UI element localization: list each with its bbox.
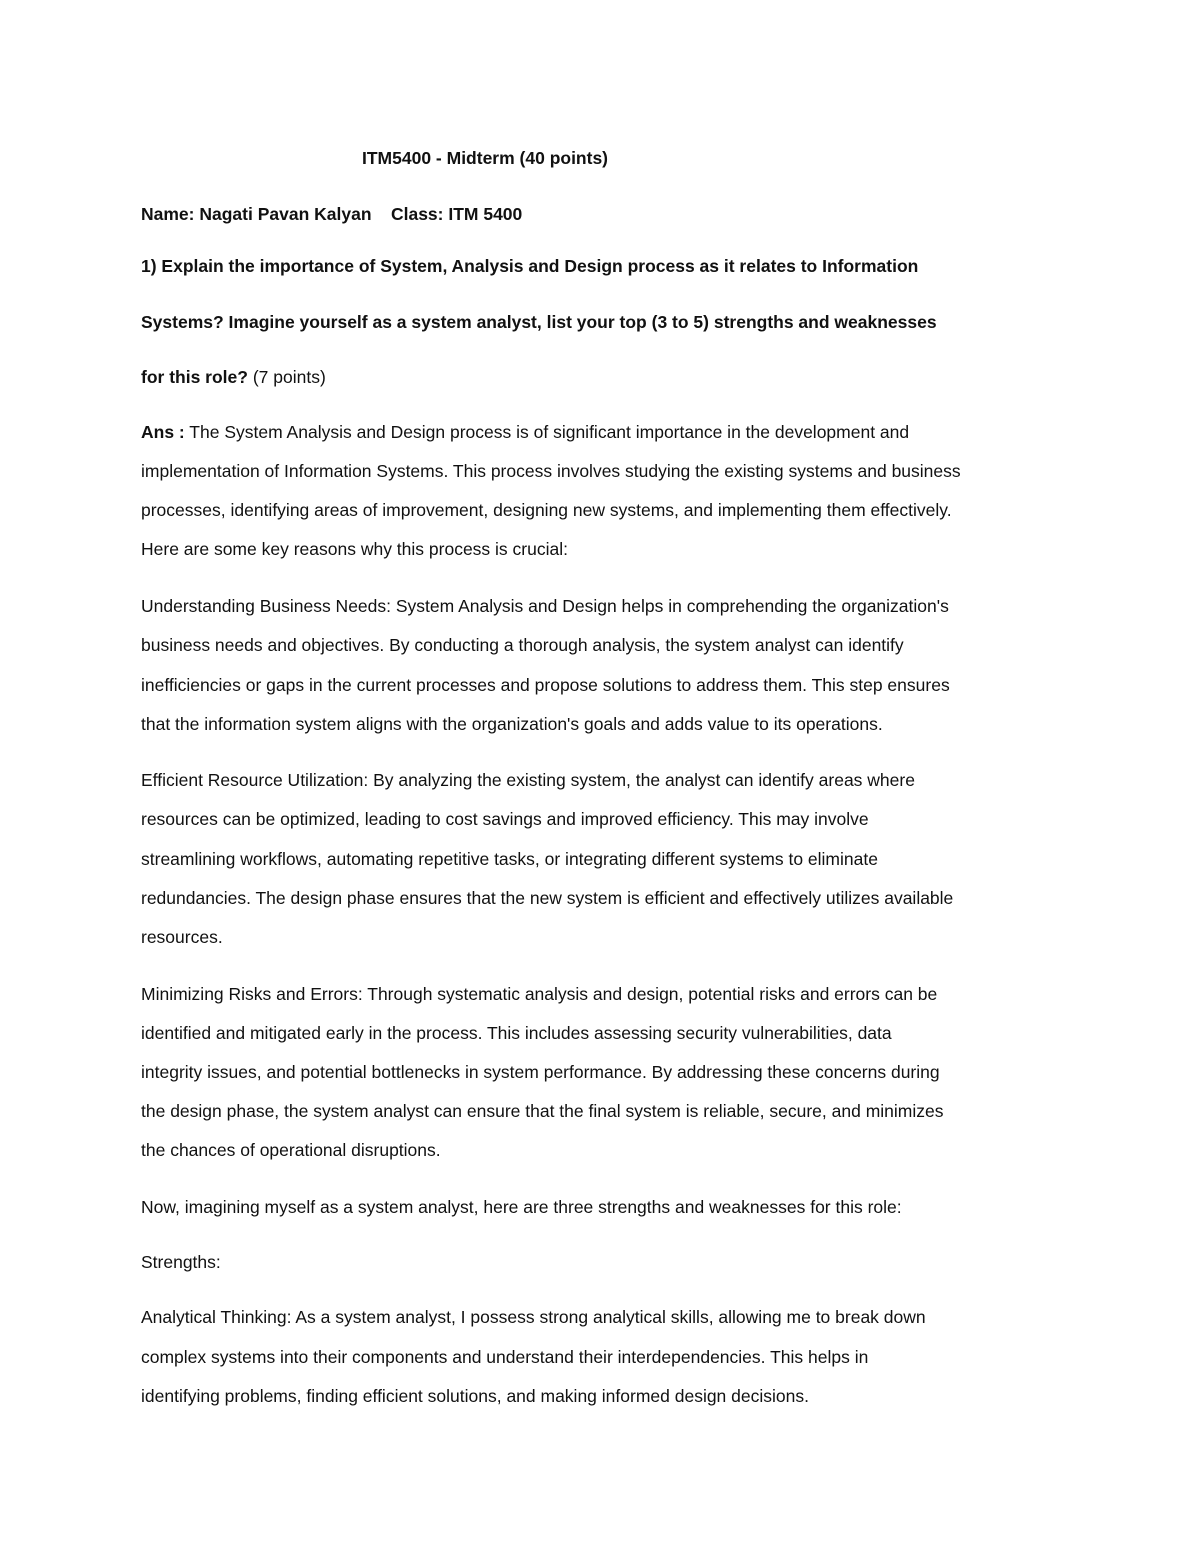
understanding-line-1: Understanding Business Needs: System Analysis and Design helps in comprehending the organization's xyxy=(141,596,949,616)
question-points: (7 points) xyxy=(252,367,326,387)
risks-line-4: the design phase, the system analyst can ensure that the final system is reliable, secure, and minimizes xyxy=(141,1101,944,1121)
question-line-3 xyxy=(141,365,326,389)
analytical-line-1: Analytical Thinking: As a system analyst, I possess strong analytical skills, allowing me to break down xyxy=(141,1307,926,1327)
question-line-1: 1) Explain the importance of System, Analysis and Design process as it relates to Information xyxy=(141,256,919,276)
student-info-line: Name: Nagati Pavan Kalyan Class: ITM 5400 xyxy=(141,204,523,224)
risks-line-5: the chances of operational disruptions. xyxy=(141,1140,441,1160)
risks-line-2: identified and mitigated early in the process. This includes assessing security vulnerabilities, data xyxy=(141,1023,892,1043)
analytical-line-2: complex systems into their components and understand their interdependencies. This helps in xyxy=(141,1347,869,1367)
efficient-line-1: Efficient Resource Utilization: By analyzing the existing system, the analyst can identify areas where xyxy=(141,770,915,790)
efficient-line-3: streamlining workflows, automating repetitive tasks, or integrating different systems to eliminate xyxy=(141,849,878,869)
answer-label: Ans : xyxy=(141,422,185,442)
document-title: ITM5400 - Midterm (40 points) xyxy=(362,148,609,168)
risks-line-1: Minimizing Risks and Errors: Through systematic analysis and design, potential risks and errors can be xyxy=(141,984,938,1004)
answer-intro-line-2: implementation of Information Systems. This process involves studying the existing systems and business xyxy=(141,461,961,481)
understanding-line-2: business needs and objectives. By conducting a thorough analysis, the system analyst can identify xyxy=(141,635,904,655)
answer-intro-line-4: Here are some key reasons why this process is crucial: xyxy=(141,539,568,559)
efficient-line-4: redundancies. The design phase ensures that the new system is efficient and effectively utilizes available xyxy=(141,888,954,908)
efficient-line-5: resources. xyxy=(141,927,223,947)
understanding-line-3: inefficiencies or gaps in the current processes and propose solutions to address them. This step ensures xyxy=(141,675,950,695)
question-line-3-text: for this role? xyxy=(141,367,248,387)
answer-intro-line-1 xyxy=(141,420,909,444)
now-line: Now, imagining myself as a system analyst, here are three strengths and weaknesses for this role: xyxy=(141,1197,902,1217)
answer-intro-text-1: The System Analysis and Design process is of significant importance in the development and xyxy=(189,422,910,442)
risks-line-3: integrity issues, and potential bottlenecks in system performance. By addressing these concerns during xyxy=(141,1062,940,1082)
answer-intro-line-3: processes, identifying areas of improvement, designing new systems, and implementing them effectively. xyxy=(141,500,952,520)
understanding-line-4: that the information system aligns with the organization's goals and adds value to its operations. xyxy=(141,714,883,734)
strengths-heading: Strengths: xyxy=(141,1252,221,1272)
analytical-line-3: identifying problems, finding efficient solutions, and making informed design decisions. xyxy=(141,1386,809,1406)
efficient-line-2: resources can be optimized, leading to cost savings and improved efficiency. This may involve xyxy=(141,809,869,829)
question-line-2: Systems? Imagine yourself as a system analyst, list your top (3 to 5) strengths and weaknesses xyxy=(141,312,937,332)
